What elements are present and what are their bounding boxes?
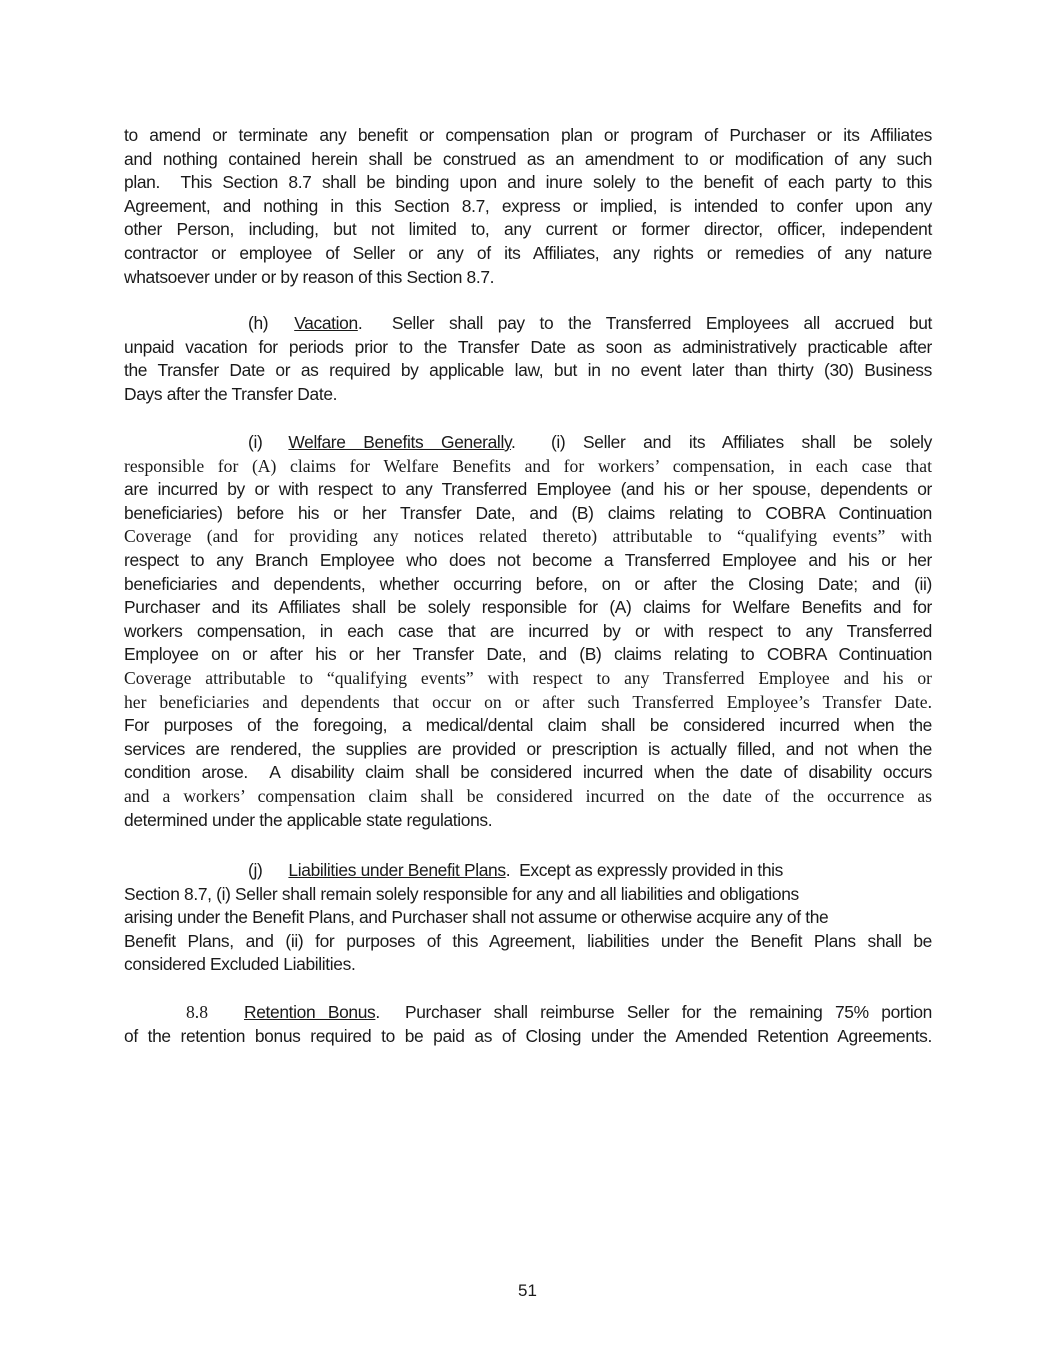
text-line: Days after the Transfer Date. [124,383,338,404]
section-8-8-retention-bonus [124,1001,932,1048]
section-first-line [124,859,932,883]
text-line: Coverage attributable to “qualifying events” with respect to any Transferred Employee and his or [124,667,932,688]
text-line: beneficiaries) before his or her Transfer Date, and (B) claims relating to COBRA Continuation [124,502,932,523]
text-line: respect to any Branch Employee who does not become a Transferred Employee and his or her [124,549,932,570]
text-line: to amend or terminate any benefit or compensation plan or program of Purchaser or its Affiliates [124,125,932,145]
section-heading: Vacation [294,313,358,333]
text-line: responsible for (A) claims for Welfare Benefits and for workers’ compensation, in each case that [124,455,932,476]
text-line: arising under the Benefit Plans, and Purchaser shall not assume or otherwise acquire any of the [124,907,829,928]
section-marker: (i) [248,432,263,452]
section-first-line [124,431,932,455]
text-line: her beneficiaries and dependents that occur on or after such Transferred Employee’s Transfer Date. [124,691,932,712]
section-first-line [124,312,932,336]
section-first-line [124,1001,932,1025]
section-i-welfare-benefits [124,431,932,832]
text-line: determined under the applicable state regulations. [124,809,493,830]
text-line: Agreement, and nothing in this Section 8.7, express or implied, is intended to confer upon any [124,195,932,216]
page-number: 51 [518,1281,537,1300]
text-line: other Person, including, but not limited to, any current or former director, officer, independent [124,219,932,240]
text-line: whatsoever under or by reason of this Section 8.7. [124,266,495,287]
text-line: For purposes of the foregoing, a medical/dental claim shall be considered incurred when the [124,715,932,736]
continuation-paragraph [124,124,932,289]
text-line: and a workers’ compensation claim shall be considered incurred on the date of the occurrence as [124,785,932,806]
section-marker: (h) [248,313,269,333]
section-heading: Welfare Benefits Generally [288,432,512,452]
section-heading: Liabilities under Benefit Plans [288,860,506,880]
text-line: are incurred by or with respect to any Transferred Employee (and his or her spouse, dependents or [124,479,932,500]
text-line: Coverage (and for providing any notices related thereto) attributable to “qualifying events” with [124,526,932,547]
section-marker: 8.8 [186,1002,208,1022]
section-text: . Purchaser shall reimburse Seller for the remaining 75% portion [375,1002,932,1022]
text-line: and nothing contained herein shall be construed as an amendment to or modification of any such [124,148,932,169]
section-h-vacation [124,312,932,406]
text-line: workers compensation, in each case that are incurred by or with respect to any Transferred [124,620,932,641]
text-line: plan. This Section 8.7 shall be binding upon and inure solely to the benefit of each party to this [124,172,932,193]
text-line: considered Excluded Liabilities. [124,954,356,975]
text-line: of the retention bonus required to be paid as of Closing under the Amended Retention Agreements. [124,1025,932,1046]
section-heading: Retention Bonus [244,1002,376,1022]
section-text: . Seller shall pay to the Transferred Employees all accrued but [357,313,932,333]
text-line: Section 8.7, (i) Seller shall remain solely responsible for any and all liabilities and obligations [124,883,799,904]
text-line: Benefit Plans, and (ii) for purposes of this Agreement, liabilities under the Benefit Plans shall be [124,930,932,951]
text-line: contractor or employee of Seller or any of its Affiliates, any rights or remedies of any nature [124,242,932,263]
section-text: . Except as expressly provided in this [505,860,784,880]
text-line: beneficiaries and dependents, whether occurring before, on or after the Closing Date; and (ii) [124,573,932,594]
text-line: the Transfer Date or as required by applicable law, but in no event later than thirty (30) Business [124,360,932,381]
text-line: condition arose. A disability claim shall be considered incurred when the date of disability occurs [124,762,932,783]
text-line: unpaid vacation for periods prior to the Transfer Date as soon as administratively practicable after [124,336,932,357]
section-j-liabilities [124,859,932,977]
text-line: services are rendered, the supplies are provided or prescription is actually filled, and not when the [124,738,932,759]
text-line: Employee on or after his or her Transfer Date, and (B) claims relating to COBRA Continuation [124,644,932,665]
section-marker: (j) [248,860,263,880]
section-text: . (i) Seller and its Affiliates shall be solely [511,432,933,452]
text-line: Purchaser and its Affiliates shall be solely responsible for (A) claims for Welfare Benefits and for [124,597,932,618]
